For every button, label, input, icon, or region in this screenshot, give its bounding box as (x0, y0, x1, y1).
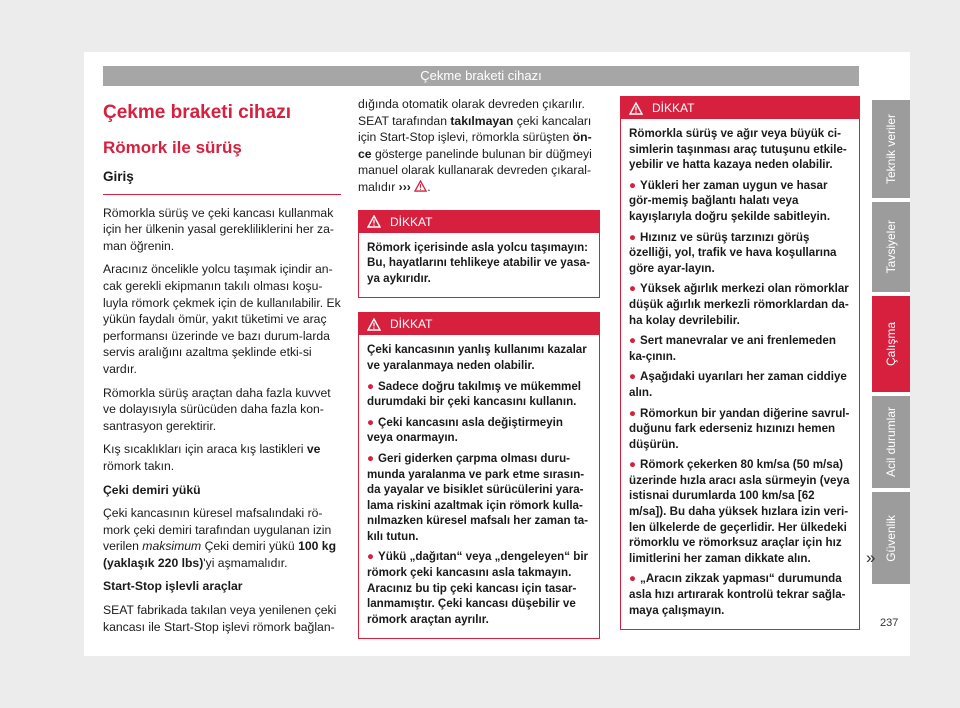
bullet-item (367, 549, 591, 627)
bullet-item (367, 415, 591, 446)
text: dığında otomatik olarak devreden çıkarılır. SEAT tarafından (358, 97, 585, 128)
tab-guvenlik[interactable] (872, 492, 910, 584)
page-header: Çekme braketi cihazı (103, 66, 859, 86)
bold-text: ve (306, 442, 321, 457)
warning-box (358, 312, 600, 639)
warning-box-title: DİKKAT (652, 101, 695, 115)
bullet-text: Yüksek ağırlık merkezi olan römorklar düşük ağırlık merkezli römorklardan da-ha kolay devrilebilir. (629, 282, 849, 327)
bullet-icon: ● (629, 572, 637, 586)
bullet-text: Hızınız ve sürüş tarzınızı görüş özelliği, yol, trafik ve hava koşullarına göre ayar-layın. (629, 230, 837, 275)
warning-box-body (359, 335, 599, 638)
text: çeki kancaları için Start-Stop işlevi, römorkla sürüşten (358, 113, 592, 145)
warning-intro: Römorkla sürüş ve ağır veya büyük ci-simlerin taşınması araç tutuşunu etkile-yebilir ve hatta kazaya neden olabilir. (629, 127, 847, 172)
bullet-item (629, 369, 851, 400)
tab-label: Çalışma (884, 321, 898, 366)
paragraph: Römorkla sürüş araçtan daha fazla kuvvet ve dolayısıyla sürücüden daha fazla kon-santrasyon gerektirir. (103, 385, 331, 433)
tab-tavsiyeler[interactable] (872, 202, 910, 292)
bold-text: takılmayan (450, 113, 514, 128)
bullet-item (629, 178, 851, 225)
heading: Start-Stop işlevli araçlar (103, 579, 243, 594)
warning-box-title: DİKKAT (390, 317, 433, 332)
bullet-icon: ● (367, 550, 375, 564)
bold-text: 100 kg (yaklaşık 220 lbs) (103, 539, 337, 570)
bold-text: ön-ce (358, 130, 592, 161)
chapter-tabs (872, 100, 910, 588)
bullet-icon: ● (629, 230, 637, 244)
bullet-icon: ● (629, 334, 637, 348)
bullet-icon: ● (629, 458, 637, 472)
text: . (427, 179, 431, 194)
warning-intro: Çeki kancasının yanlış kullanımı kazalar ve yaralanmaya neden olabilir. (367, 343, 587, 372)
bullet-text: Sadece doğru takılmış ve mükemmel durumdaki bir çeki kancasını kullanın. (367, 379, 581, 409)
paragraph (358, 96, 600, 196)
warning-box (358, 210, 600, 299)
bullet-icon: ● (367, 451, 375, 465)
warning-box (620, 96, 860, 630)
continue-arrow: » (866, 548, 876, 567)
paragraph: Aracınız öncelikle yolcu taşımak içindir an-cak gerekli ekipmanın takılı olması koşu-luyla römork çekmek için de kullanılabilir. Ek yükün faydalı ömür, yakıt tüketimi ve araç performansı üzerinde ve bazı durum-larda servis aralığını azaltma şeklinde etki-si vardır. (103, 262, 341, 376)
text: gösterge panelinde bulunan bir düğmeyi manuel olarak kullanarak devreden çıkaral-malıdır (358, 146, 592, 194)
column-2 (358, 96, 600, 653)
tab-teknik-veriler[interactable] (872, 100, 910, 198)
bullet-icon: ● (367, 415, 375, 429)
warning-box-body (359, 233, 599, 298)
bullet-text: Sert manevralar ve ani frenlemeden ka-çının. (629, 334, 836, 363)
tab-label: Güvenlik (884, 514, 898, 562)
warning-icon (629, 102, 643, 115)
bullet-icon: ● (629, 178, 637, 192)
bullet-icon: ● (629, 282, 637, 296)
tab-label: Tavsiyeler (884, 220, 898, 274)
bullet-icon: ● (629, 370, 637, 384)
warning-box-body (621, 119, 859, 629)
bullet-icon: ● (367, 379, 375, 393)
bullet-item (629, 571, 851, 618)
warning-box-header (621, 97, 859, 119)
paragraph: SEAT fabrikada takılan veya yenilenen çeki kancası ile Start-Stop işlevi römork bağlan- (103, 603, 337, 634)
bullet-item (629, 230, 851, 277)
bullet-item (367, 379, 591, 410)
bullet-text: Geri giderken çarpma olması duru-munda yaralanma ve park etme sırasın-da yayalar ve bisiklet sürücülerini yara-lama riskini azaltmak için römork kulla-nılmazken küresel mafsalı her zaman ta-kılı tutun. (367, 451, 589, 543)
bullet-item (629, 406, 851, 453)
bullet-text: Römork çekerken 80 km/sa (50 m/sa) üzerinde hızla aracı asla sürmeyin (veya istisnai durumlarda 100 km/sa [62 m/sa]). Bu daha yüksek hızlara izin veri-len ülkelerde de geçerlidir. Her ülkedeki römorklu ve römorksuz araçlar için hız limitlerini her zaman dikkate alın. (629, 458, 850, 565)
bullet-item (367, 451, 591, 545)
paragraph: Römorkla sürüş ve çeki kancası kullanmak için her ülkenin yasal gerekliliklerini her za-man öğrenin. (103, 205, 334, 253)
text: Çeki kancasının küresel mafsalındaki rö-mork çeki demiri tarafından uygulanan izin verilen (103, 506, 332, 554)
text: Kış sıcaklıkları için araca kış lastikleri (103, 442, 307, 457)
tab-label: Acil durumlar (884, 406, 898, 478)
bullet-text: „Aracın zikzak yapması“ durumunda asla hızı artırarak kontrolü tekrar sağla-maya çalışmayın. (629, 572, 846, 617)
warning-icon (367, 215, 381, 228)
column-1 (103, 96, 341, 642)
warning-box-header (359, 211, 599, 233)
text: römork takın. (103, 458, 175, 473)
paragraph (103, 441, 341, 474)
warning-icon (367, 318, 381, 331)
reference-arrow[interactable]: ››› (398, 179, 411, 194)
bullet-item (629, 333, 851, 364)
warning-box-header (359, 313, 599, 335)
bullet-icon: ● (629, 406, 637, 420)
section-title: Römork ile sürüş (103, 138, 242, 157)
warning-icon (414, 180, 427, 192)
warning-box-title: DİKKAT (390, 214, 433, 229)
page-number: 237 (880, 617, 899, 629)
bullet-text: Aşağıdaki uyarıları her zaman ciddiye alın. (629, 370, 847, 399)
paragraph (103, 505, 341, 571)
heading: Çeki demiri yükü (103, 482, 201, 497)
bullet-item (629, 457, 851, 566)
bullet-text: Yükleri her zaman uygun ve hasar gör-memiş bağlantı halatı veya kayışlarıyla doğru şekilde sabitleyin. (629, 178, 831, 223)
bullet-text: Yükü „dağıtan“ veya „dengeleyen“ bir römork çeki kancasını asla takmayın. Aracınız bu tip çeki kancası için tasar-lanmamıştır. Çeki kancası düşebilir ve römork araçtan ayrılır. (367, 550, 589, 626)
tab-calisma[interactable] (872, 296, 910, 392)
chapter-title: Çekme braketi cihazı (103, 102, 291, 123)
column-3 (620, 96, 860, 644)
italic-text: maksimum (142, 539, 202, 554)
bullet-item (629, 281, 851, 328)
bullet-text: Çeki kancasını asla değiştirmeyin veya onarmayın. (367, 415, 563, 445)
subsection-title: Giriş (103, 166, 341, 195)
text: Çeki demiri yükü (201, 539, 299, 554)
bullet-text: Römorkun bir yandan diğerine savrul-duğunu fark ederseniz hızınızı hemen düşürün. (629, 406, 850, 451)
tab-acil-durumlar[interactable] (872, 396, 910, 488)
text: 'yi aşmamalıdır. (203, 555, 288, 570)
warning-text: Römork içerisinde asla yolcu taşımayın: Bu, hayatlarını tehlikeye atabilir ve yasa-ya aykırıdır. (367, 240, 590, 285)
tab-label: Teknik veriler (884, 113, 898, 185)
